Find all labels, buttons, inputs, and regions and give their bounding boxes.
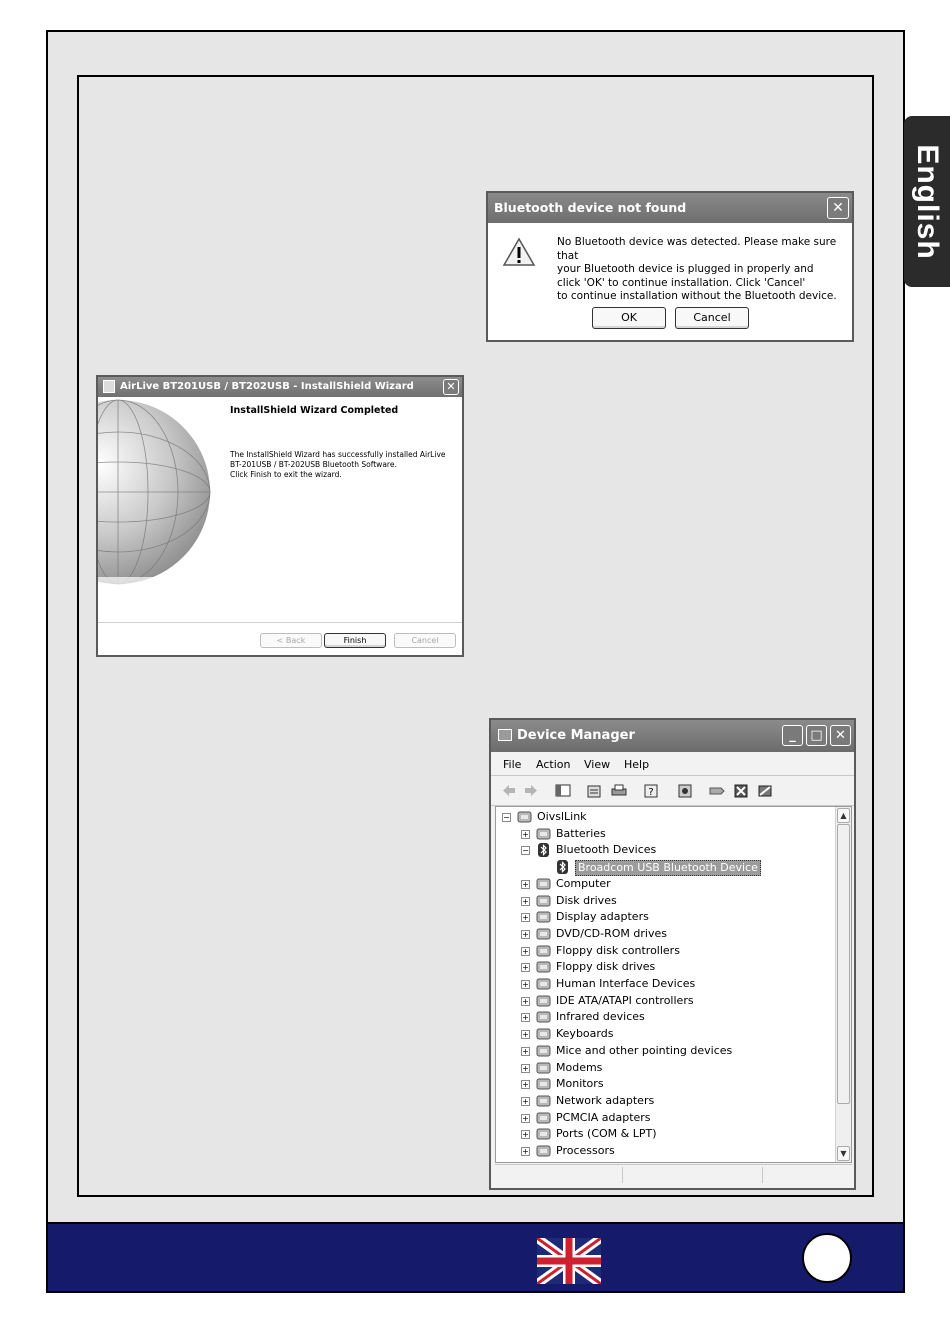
warning-icon xyxy=(502,237,536,267)
tree-item[interactable] xyxy=(496,842,826,858)
tree-item-label: Processors xyxy=(556,1144,615,1157)
cancel-button[interactable]: Cancel xyxy=(675,307,749,329)
tree-item[interactable] xyxy=(496,1026,826,1042)
device-manager-title: Device Manager xyxy=(517,728,635,743)
tree-item[interactable] xyxy=(496,1143,826,1159)
computer-root-icon xyxy=(517,810,532,824)
body-line: BT-201USB / BT-202USB Bluetooth Software. xyxy=(230,460,397,469)
tree-item-label: Floppy disk drives xyxy=(556,960,656,974)
bluetooth-icon xyxy=(536,843,551,857)
tree-item-label: DVD/CD-ROM drives xyxy=(556,926,667,940)
finish-button[interactable]: Finish xyxy=(324,633,386,648)
tree-item[interactable] xyxy=(496,1093,826,1109)
message-line: click 'OK' to continue installation. Click 'Cancel' xyxy=(557,276,806,289)
device-manager-window xyxy=(489,718,856,1190)
expand-icon[interactable]: + xyxy=(522,1096,529,1106)
tree-item[interactable] xyxy=(496,893,826,909)
close-icon[interactable]: ✕ xyxy=(827,197,849,219)
keyboard-icon xyxy=(536,1027,551,1041)
scroll-up-icon[interactable]: ▲ xyxy=(837,808,850,823)
device-manager-title-bar xyxy=(491,720,854,752)
tree-item-label: Human Interface Devices xyxy=(556,977,696,990)
installer-icon xyxy=(103,380,115,393)
maximize-icon[interactable]: □ xyxy=(806,725,827,746)
tree-root[interactable] xyxy=(496,809,826,825)
disable-device-icon[interactable] xyxy=(733,783,749,798)
tree-item-label: Modems xyxy=(556,1060,603,1074)
page-number-circle xyxy=(802,1233,852,1283)
show-hide-tree-icon[interactable] xyxy=(555,783,571,798)
tree-item[interactable] xyxy=(496,1060,826,1076)
processor-icon xyxy=(536,1144,551,1158)
collapse-icon[interactable]: − xyxy=(522,846,529,856)
expand-icon[interactable]: + xyxy=(522,1147,529,1156)
forward-arrow-icon[interactable] xyxy=(523,783,539,798)
installshield-wizard-dialog xyxy=(96,375,464,657)
tree-item[interactable] xyxy=(496,1126,826,1142)
tree-item-label: Floppy disk controllers xyxy=(556,943,680,957)
tree-item[interactable] xyxy=(496,1110,826,1126)
tree-item[interactable] xyxy=(496,993,826,1009)
expand-icon[interactable]: + xyxy=(522,946,529,956)
dialog-message xyxy=(557,236,847,304)
wizard-heading: InstallShield Wizard Completed xyxy=(230,405,399,416)
ide-controller-icon xyxy=(536,994,551,1008)
expand-icon[interactable]: + xyxy=(522,879,529,889)
pcmcia-icon xyxy=(536,1111,551,1125)
status-cell xyxy=(622,1167,762,1183)
svg-text:?: ? xyxy=(648,787,654,798)
tree-item-label: Disk drives xyxy=(556,893,617,907)
back-button[interactable]: < Back xyxy=(260,633,322,648)
tree-item-label: Monitors xyxy=(556,1077,604,1091)
display-adapter-icon xyxy=(536,910,551,924)
ok-button[interactable]: OK xyxy=(592,307,666,329)
tree-item[interactable] xyxy=(496,876,826,892)
update-driver-icon[interactable] xyxy=(709,783,725,798)
body-line: The InstallShield Wizard has successfully installed AirLive xyxy=(230,450,446,459)
scroll-thumb[interactable] xyxy=(837,824,850,1104)
globe-icon xyxy=(98,397,218,607)
tree-item-label: IDE ATA/ATAPI controllers xyxy=(556,993,694,1007)
footer-band xyxy=(48,1222,903,1291)
tree-item[interactable] xyxy=(496,943,826,959)
tree-item-label: Network adapters xyxy=(556,1093,655,1107)
network-adapter-icon xyxy=(536,1094,551,1108)
message-line: No Bluetooth device was detected. Please make sure that xyxy=(557,236,837,262)
print-icon[interactable] xyxy=(611,783,627,798)
tree-item-label: OivslLink xyxy=(537,810,587,823)
status-bar xyxy=(495,1164,852,1184)
wizard-separator xyxy=(98,622,462,623)
expand-icon[interactable]: + xyxy=(522,1113,529,1123)
wizard-title: AirLive BT201USB / BT202USB - InstallShield Wizard xyxy=(120,381,414,392)
device-manager-icon xyxy=(498,729,512,741)
expand-icon[interactable]: + xyxy=(522,1130,529,1140)
expand-icon[interactable]: + xyxy=(522,1080,529,1090)
tree-item-label: Display adapters xyxy=(556,910,649,924)
tree-item-label: Infrared devices xyxy=(556,1010,645,1024)
expand-icon[interactable]: + xyxy=(522,1030,529,1040)
modem-icon xyxy=(536,1061,551,1075)
uninstall-device-icon[interactable] xyxy=(757,783,773,798)
floppy-controller-icon xyxy=(536,944,551,958)
properties-icon[interactable] xyxy=(586,783,602,798)
tree-item-label: Broadcom USB Bluetooth Device xyxy=(575,860,761,876)
status-cell xyxy=(762,1167,852,1183)
expand-icon[interactable]: + xyxy=(522,1063,529,1073)
minimize-icon[interactable]: _ xyxy=(782,725,803,746)
tree-item[interactable] xyxy=(496,926,826,942)
menu-help[interactable]: Help xyxy=(624,758,650,771)
expand-icon[interactable]: + xyxy=(522,1046,529,1056)
bluetooth-icon xyxy=(555,860,570,874)
expand-icon[interactable]: + xyxy=(522,996,529,1006)
hid-icon xyxy=(536,977,551,991)
help-icon[interactable] xyxy=(643,783,659,798)
expand-icon[interactable]: + xyxy=(522,963,529,973)
bluetooth-not-found-dialog xyxy=(486,191,854,342)
tree-item-label: Batteries xyxy=(556,826,606,840)
scroll-down-icon[interactable]: ▼ xyxy=(837,1146,850,1161)
body-line: Click Finish to exit the wizard. xyxy=(230,470,342,479)
language-tab xyxy=(904,116,950,287)
menu-file[interactable]: File xyxy=(503,758,522,771)
tree-item[interactable] xyxy=(496,909,826,925)
mouse-icon xyxy=(536,1044,551,1058)
menu-action[interactable]: Action xyxy=(536,758,571,771)
battery-icon xyxy=(536,827,551,841)
expand-icon[interactable]: + xyxy=(522,896,529,906)
tree-item-label: Mice and other pointing devices xyxy=(556,1043,733,1057)
tree-item[interactable] xyxy=(496,859,826,875)
infrared-icon xyxy=(536,1010,551,1024)
collapse-icon[interactable]: − xyxy=(503,813,510,822)
toolbar xyxy=(491,776,854,806)
language-tab-label: English xyxy=(911,143,944,260)
dialog-title: Bluetooth device not found xyxy=(494,200,687,215)
tree-item[interactable] xyxy=(496,976,826,992)
close-icon[interactable]: ✕ xyxy=(830,725,851,746)
wizard-title-bar xyxy=(98,377,462,397)
device-tree xyxy=(495,806,852,1163)
floppy-drive-icon xyxy=(536,960,551,974)
expand-icon[interactable]: + xyxy=(522,929,529,939)
message-line: your Bluetooth device is plugged in properly and xyxy=(557,263,814,275)
cdrom-icon xyxy=(536,927,551,941)
monitor-icon xyxy=(536,1077,551,1091)
scan-hardware-icon[interactable] xyxy=(677,783,693,798)
tree-item-label: PCMCIA adapters xyxy=(556,1110,651,1124)
uk-flag-icon xyxy=(537,1238,601,1284)
port-icon xyxy=(536,1127,551,1141)
tree-item-label: Ports (COM & LPT) xyxy=(556,1127,657,1141)
tree-item[interactable] xyxy=(496,1009,826,1025)
disk-drive-icon xyxy=(536,894,551,908)
tree-item-label: Computer xyxy=(556,876,611,890)
dialog-title-bar xyxy=(488,193,852,223)
cancel-button[interactable]: Cancel xyxy=(394,633,456,648)
tree-item-label: Keyboards xyxy=(556,1027,614,1041)
tree-item[interactable] xyxy=(496,959,826,975)
wizard-body xyxy=(230,450,450,480)
expand-icon[interactable]: + xyxy=(522,829,529,839)
close-icon[interactable]: ✕ xyxy=(443,379,459,395)
back-arrow-icon[interactable] xyxy=(501,783,517,798)
expand-icon[interactable]: + xyxy=(522,980,529,989)
tree-item[interactable] xyxy=(496,1043,826,1059)
tree-item-label: Bluetooth Devices xyxy=(556,843,657,857)
expand-icon[interactable]: + xyxy=(522,913,529,923)
vertical-scrollbar[interactable] xyxy=(835,807,851,1162)
expand-icon[interactable]: + xyxy=(522,1013,529,1023)
message-line: to continue installation without the Bluetooth device. xyxy=(557,290,837,302)
tree-item[interactable] xyxy=(496,1076,826,1092)
menu-bar xyxy=(491,752,854,776)
tree-item[interactable] xyxy=(496,826,826,842)
menu-view[interactable]: View xyxy=(584,758,611,771)
computer-icon xyxy=(536,877,551,891)
